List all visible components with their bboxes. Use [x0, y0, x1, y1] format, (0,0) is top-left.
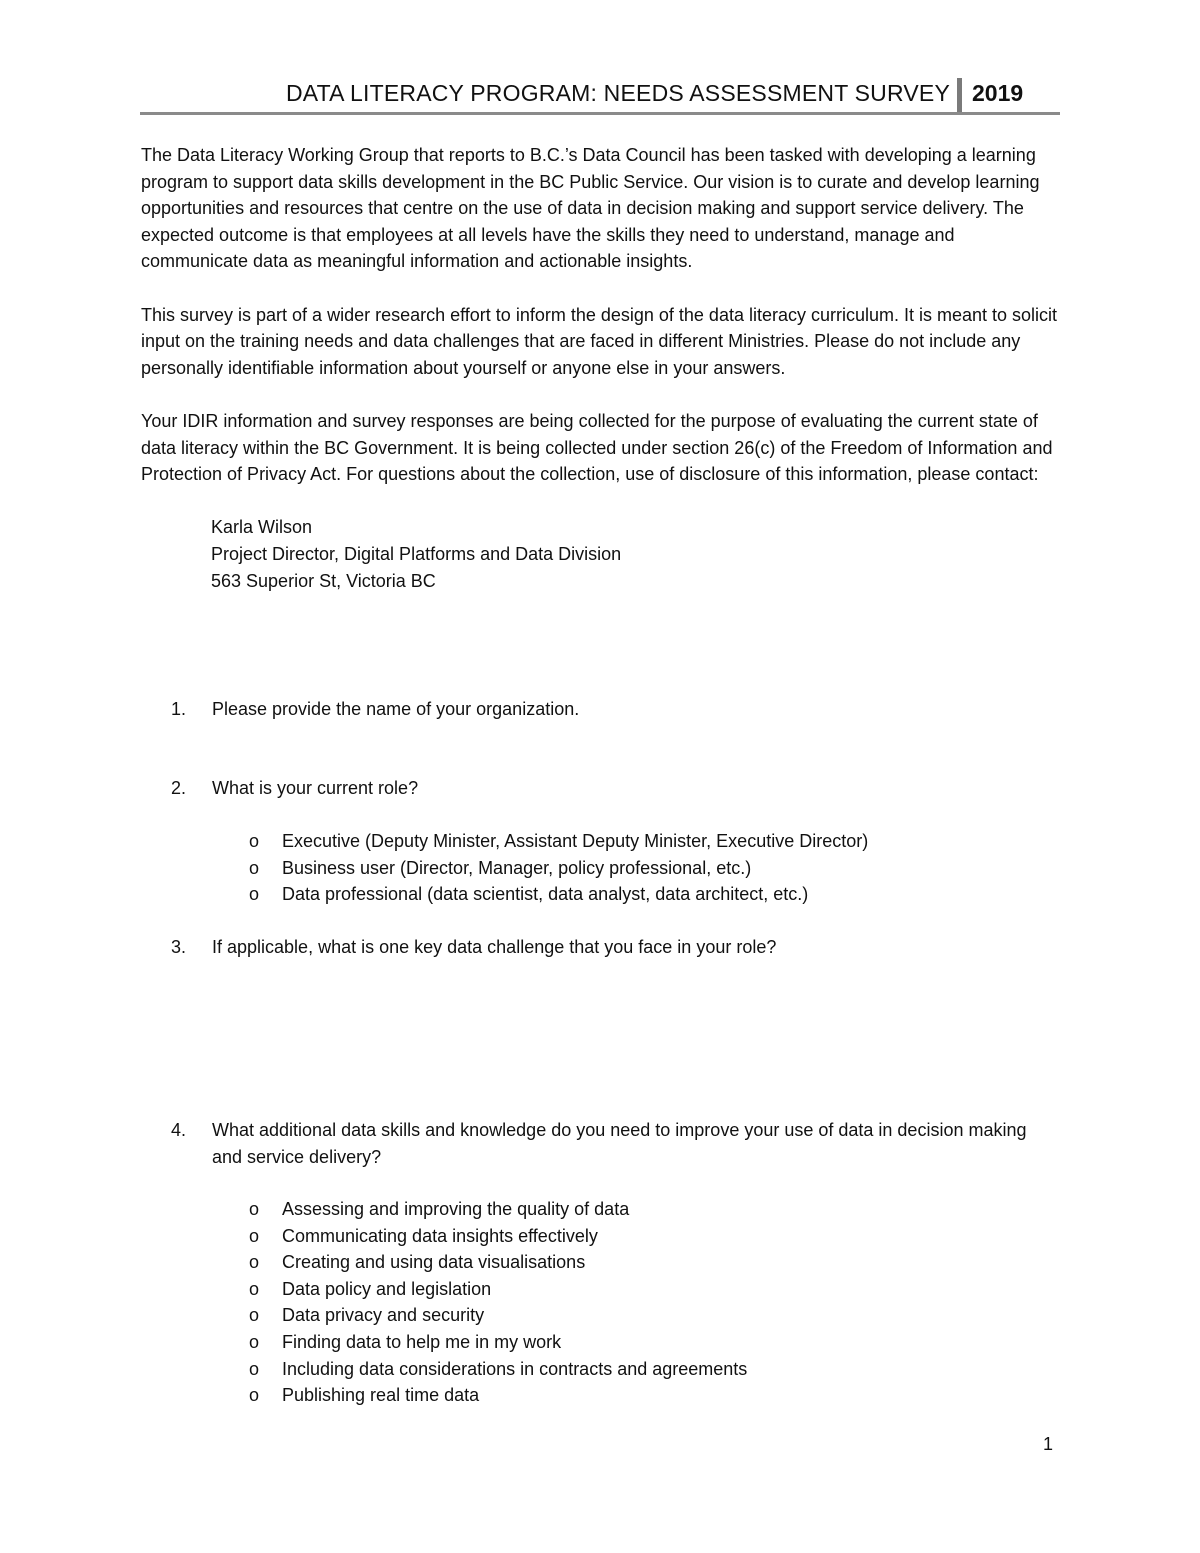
question-text: Please provide the name of your organization.: [212, 699, 580, 719]
question-text: What additional data skills and knowledge do you need to improve your use of data in decision making and service delivery?: [212, 1120, 1027, 1167]
question-number: 2.: [171, 778, 187, 798]
option-bullet: o: [249, 857, 260, 878]
contact-address: 563 Superior St, Victoria BC: [211, 570, 436, 591]
option-label: Finding data to help me in my work: [282, 1331, 562, 1352]
option-bullet: o: [249, 1278, 260, 1299]
option-bullet: o: [249, 831, 260, 851]
option-label: Publishing real time data: [282, 1385, 480, 1406]
option-bullet: o: [249, 1305, 260, 1326]
option-item[interactable]: [141, 881, 1061, 908]
question-2-options: [141, 828, 1061, 908]
question-text: If applicable, what is one key data challenge that you face in your role?: [212, 937, 777, 957]
intro-paragraph-1: The Data Literacy Working Group that reports to B.C.’s Data Council has been tasked with developing a learning program to support data skills development in the BC Public Service. Our vision is to curate and develop learning opportunities and resources that centre on the use of data in decision making and support service delivery. The expected outcome is that employees at all levels have the skills they need to understand, manage and communicate data as meaningful information and actionable insights.: [141, 145, 1040, 272]
option-item[interactable]: [141, 1302, 1061, 1329]
page-number: 1: [1043, 1434, 1054, 1454]
question-number: 1.: [171, 699, 187, 719]
option-bullet: o: [249, 1252, 260, 1273]
option-label: Creating and using data visualisations: [282, 1252, 586, 1273]
option-item[interactable]: [141, 1356, 1061, 1383]
question-2: [141, 775, 1061, 802]
option-item[interactable]: [141, 1329, 1061, 1356]
header-title: DATA LITERACY PROGRAM: NEEDS ASSESSMENT SURVEY: [285, 80, 950, 106]
option-label: Data policy and legislation: [282, 1278, 492, 1299]
option-label: Communicating data insights effectively: [282, 1225, 598, 1246]
intro-paragraph-2: This survey is part of a wider research effort to inform the design of the data literacy curriculum. It is meant to solicit input on the training needs and data challenges that are faced in different Ministries. Please do not include any personally identifiable information about yourself or anyone else in your answers.: [141, 304, 1058, 378]
contact-title: Project Director, Digital Platforms and Data Division: [211, 543, 622, 564]
option-item[interactable]: [141, 1276, 1061, 1303]
option-bullet: o: [249, 1385, 260, 1406]
option-label: Data privacy and security: [282, 1305, 485, 1326]
option-label: Including data considerations in contracts and agreements: [282, 1358, 748, 1379]
option-label: Executive (Deputy Minister, Assistant Deputy Minister, Executive Director): [282, 831, 869, 851]
option-label: Assessing and improving the quality of data: [282, 1199, 630, 1219]
option-item[interactable]: [141, 828, 1061, 855]
header-divider: [957, 78, 962, 114]
option-bullet: o: [249, 884, 260, 905]
contact-name: Karla Wilson: [211, 517, 313, 538]
contact-block: [211, 514, 1061, 594]
option-item[interactable]: [141, 855, 1061, 882]
option-label: Data professional (data scientist, data analyst, data architect, etc.): [282, 884, 809, 905]
intro-paragraph-3: Your IDIR information and survey responses are being collected for the purpose of evaluating the current state of data literacy within the BC Government. It is being collected under section 26(c) of the Freedom of Information and Protection of Privacy Act. For questions about the collection, use of disclosure of this information, please contact:: [141, 410, 1053, 485]
option-item[interactable]: [141, 1382, 1061, 1409]
option-bullet: o: [249, 1199, 260, 1219]
option-item[interactable]: [141, 1249, 1061, 1276]
option-bullet: o: [249, 1358, 260, 1379]
header-rule: [140, 112, 1060, 115]
option-item[interactable]: [141, 1196, 1061, 1223]
question-4-options: [141, 1196, 1061, 1409]
option-bullet: o: [249, 1331, 260, 1352]
option-label: Business user (Director, Manager, policy professional, etc.): [282, 857, 752, 878]
intro-section: [141, 142, 1061, 594]
question-1: [141, 696, 1061, 723]
page-header: [140, 78, 1060, 112]
question-number: 3.: [171, 937, 187, 957]
question-text: What is your current role?: [212, 778, 419, 798]
option-bullet: o: [249, 1225, 260, 1246]
question-4: [141, 1117, 1061, 1170]
question-3: [141, 934, 1061, 961]
question-number: 4.: [171, 1120, 187, 1140]
header-year: 2019: [972, 80, 1024, 106]
option-item[interactable]: [141, 1223, 1061, 1250]
